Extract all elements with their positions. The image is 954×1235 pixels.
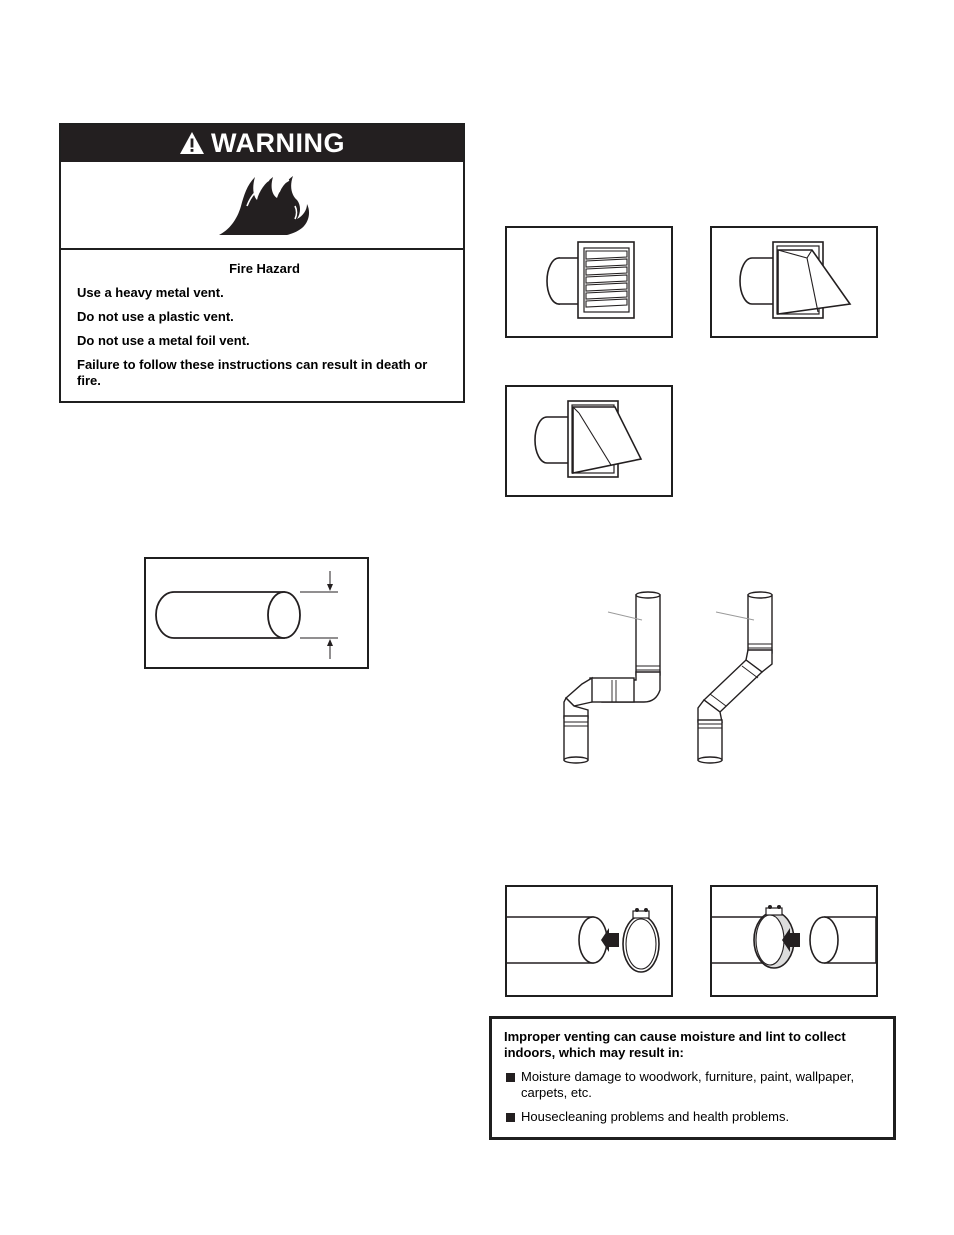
- warning-box: [59, 123, 465, 403]
- flame-icon: [61, 162, 463, 248]
- clamp-step-2-figure: [710, 885, 878, 997]
- angled-hood-illustration: [507, 387, 671, 495]
- warning-text: [77, 261, 452, 397]
- note-item-text: Moisture damage to woodwork, furniture, paint, wallpaper, carpets, etc.: [521, 1069, 855, 1100]
- warning-line-1: Use a heavy metal vent.: [77, 285, 224, 300]
- elbow-vent-illustration: [552, 590, 784, 768]
- louvered-hood-illustration: [507, 228, 671, 336]
- flame-area: [61, 162, 463, 250]
- hazard-label: Fire Hazard: [229, 261, 300, 276]
- clamp-step-1-figure: [505, 885, 673, 997]
- angled-hood-figure: [505, 385, 673, 497]
- elbow-vent-figure: [552, 590, 784, 768]
- note-intro: Improper venting can cause moisture and lint to collect indoors, which may result in:: [504, 1029, 846, 1060]
- warning-line-4: Failure to follow these instructions can result in death or fire.: [77, 357, 428, 388]
- warning-line-2: Do not use a plastic vent.: [77, 309, 234, 324]
- note-item: [504, 1069, 883, 1101]
- box-hood-illustration: [712, 228, 876, 336]
- louvered-hood-figure: [505, 226, 673, 338]
- vent-pipe-illustration: [146, 559, 367, 667]
- clamp-step-2-illustration: [712, 887, 876, 995]
- note-item-text: Housecleaning problems and health problems.: [521, 1109, 790, 1124]
- warning-header: [61, 125, 463, 162]
- clamp-step-1-illustration: [507, 887, 671, 995]
- improper-venting-note: [489, 1016, 896, 1140]
- warning-triangle-icon: [179, 131, 205, 155]
- note-item: [504, 1109, 883, 1125]
- warning-line-3: Do not use a metal foil vent.: [77, 333, 250, 348]
- square-bullet-icon: [506, 1113, 515, 1122]
- box-hood-figure: [710, 226, 878, 338]
- vent-diameter-figure: [144, 557, 369, 669]
- square-bullet-icon: [506, 1073, 515, 1082]
- warning-title: WARNING: [211, 128, 345, 158]
